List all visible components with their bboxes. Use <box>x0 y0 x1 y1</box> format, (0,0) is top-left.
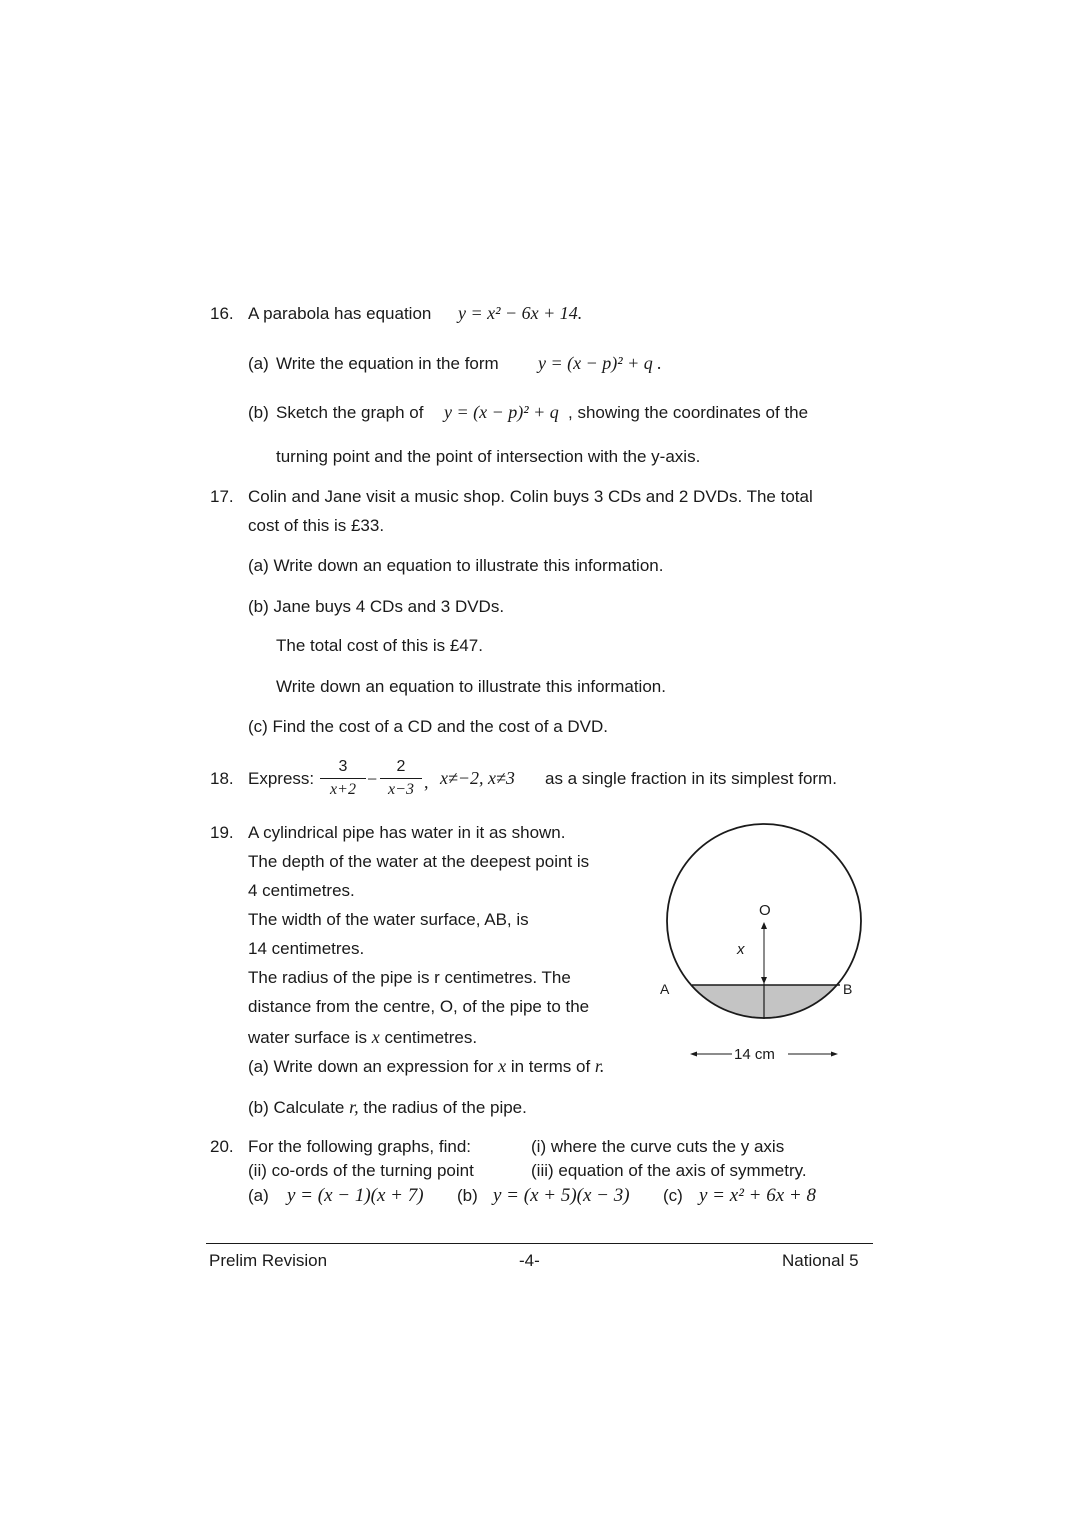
q18-label: Express: <box>248 769 315 788</box>
q17b3: Write down an equation to illustrate this information. <box>276 677 666 696</box>
label-a: A <box>660 981 670 997</box>
q16b-label: (b) <box>248 403 269 422</box>
footer-divider <box>206 1243 873 1244</box>
q17-line1: Colin and Jane visit a music shop. Colin buys 3 CDs and 2 DVDs. The total <box>248 487 813 506</box>
q19a-mid: in terms of <box>510 1057 591 1076</box>
q18-frac2-num: 2 <box>380 758 422 779</box>
q18-minus: − <box>367 769 378 789</box>
q19-line: distance from the centre, O, of the pipe to the <box>248 997 590 1016</box>
q18-number: 18. <box>210 769 234 788</box>
q16b-text-pre: Sketch the graph of <box>276 403 424 422</box>
q20a-label: (a) <box>248 1186 269 1205</box>
q19b-var: r, <box>349 1097 359 1117</box>
q19b-pre: (b) Calculate <box>248 1098 345 1117</box>
q17b1: (b) Jane buys 4 CDs and 3 DVDs. <box>248 597 505 616</box>
q19a-var2: r. <box>594 1056 605 1076</box>
q19-line8-pre: water surface is <box>248 1028 368 1047</box>
q19-number: 19. <box>210 823 234 842</box>
q20b-eq: y = (x + 5)(x − 3) <box>493 1185 630 1206</box>
q18-frac2-den: x−3 <box>388 781 414 798</box>
q19-line: The depth of the water at the deepest point is <box>248 852 590 871</box>
q16a-form: y = (x − p)² + q . <box>538 353 662 373</box>
q17c: (c) Find the cost of a CD and the cost of a DVD. <box>248 717 608 736</box>
q20-part-iii: (iii) equation of the axis of symmetry. <box>531 1161 807 1180</box>
q19b-post: the radius of the pipe. <box>363 1098 527 1117</box>
q19b <box>248 1098 527 1116</box>
q18-fraction-1 <box>320 758 366 799</box>
q19a <box>248 1057 604 1075</box>
q20-number: 20. <box>210 1137 234 1156</box>
q18-frac1-num: 3 <box>320 758 366 779</box>
arrow-right-icon <box>831 1052 838 1057</box>
q20c-eq: y = x² + 6x + 8 <box>699 1185 816 1206</box>
q16-number: 16. <box>210 304 234 323</box>
q20a-eq: y = (x − 1)(x + 7) <box>287 1185 424 1206</box>
q20-part-i: (i) where the curve cuts the y axis <box>531 1137 785 1156</box>
q20b-label: (b) <box>457 1186 478 1205</box>
q19-line8-post: centimetres. <box>384 1028 478 1047</box>
q17-line2: cost of this is £33. <box>248 516 385 535</box>
q16b-form: y = (x − p)² + q <box>444 402 559 422</box>
arrow-up-icon <box>761 922 767 929</box>
label-x: x <box>737 941 745 958</box>
q19-line8 <box>248 1028 477 1046</box>
q19-line8-var: x <box>371 1027 380 1047</box>
q20-part-ii: (ii) co-ords of the turning point <box>248 1161 474 1180</box>
label-o: O <box>759 902 771 919</box>
q17-number: 17. <box>210 487 234 506</box>
footer-left: Prelim Revision <box>209 1251 328 1270</box>
q16a-text: Write the equation in the form <box>276 354 499 373</box>
footer-right: National 5 <box>782 1251 859 1270</box>
q16b-text-line2: turning point and the point of intersection with the y-axis. <box>276 447 701 466</box>
q19-line: The radius of the pipe is r centimetres. The <box>248 968 571 987</box>
q17b2: The total cost of this is £47. <box>276 636 483 655</box>
q19-line: 4 centimetres. <box>248 881 355 900</box>
q19-line: 14 centimetres. <box>248 939 365 958</box>
q17a: (a) Write down an equation to illustrate this information. <box>248 556 664 575</box>
q18-comma: , <box>424 772 429 792</box>
q18-suffix: as a single fraction in its simplest form. <box>545 769 837 788</box>
q18-frac1-den: x+2 <box>330 781 356 798</box>
arrow-left-icon <box>690 1052 697 1057</box>
q20c-label: (c) <box>663 1186 683 1205</box>
q16-stem: A parabola has equation <box>248 304 432 323</box>
q18-condition: x≠−2, x≠3 <box>440 768 515 788</box>
footer-page-number: -4- <box>519 1251 540 1270</box>
q18-fraction-2 <box>380 758 422 799</box>
q19a-pre: (a) Write down an expression for <box>248 1057 494 1076</box>
q16a-label: (a) <box>248 354 269 373</box>
q20-intro: For the following graphs, find: <box>248 1137 472 1156</box>
q16b-text-post: , showing the coordinates of the <box>568 403 809 422</box>
q16-equation: y = x² − 6x + 14. <box>458 303 583 323</box>
width-label: 14 cm <box>734 1046 775 1063</box>
q19-line: A cylindrical pipe has water in it as shown. <box>248 823 566 842</box>
label-b: B <box>843 981 853 997</box>
q19a-var1: x <box>498 1056 507 1076</box>
q19-line: The width of the water surface, AB, is <box>248 910 529 929</box>
pipe-diagram <box>640 815 880 1075</box>
arrow-down-icon <box>761 977 767 984</box>
